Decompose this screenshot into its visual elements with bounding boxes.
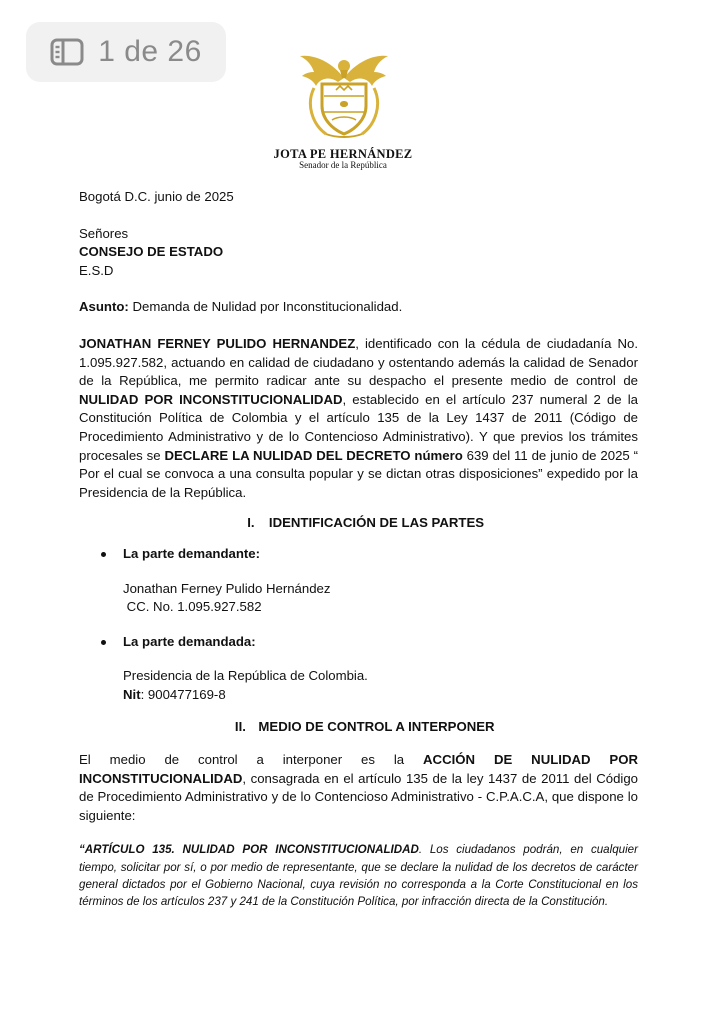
control-text-1: El medio de control a interponer es la [79, 752, 424, 768]
sidebar-panel-icon [50, 38, 84, 66]
quote-bold: “ARTÍCULO 135. NULIDAD POR INCONSTITUCIONALIDAD [79, 843, 419, 857]
senator-name: JOTA PE HERNÁNDEZ [273, 147, 413, 161]
subject-label: Asunto: [79, 299, 129, 315]
esd: E.S.D [79, 262, 114, 278]
quote-text: . Los ciudadanos podrán, en cualquier tiempo, solicitar por sí, o por medio de representante, que se declare la nulidad de los decretos de carácter general dictados por el Gobierno Nacional, cuya revisión no corresponda a la Corte Constitucional en los términos de los artículos 237 y 241 de la Constitución Política, por infracción directa de la Constitución. [79, 843, 638, 909]
intro-paragraph [79, 335, 638, 502]
intro-bold-1: NULIDAD POR INCONSTITUCIONALIDAD [79, 391, 343, 407]
nit-label: Nit [123, 686, 141, 702]
senator-role: Senador de la República [299, 160, 387, 170]
article-135-quote [79, 841, 638, 910]
intro-bold-2: DECLARE LA NULIDAD DEL DECRETO número [164, 447, 463, 463]
salutation: Señores [79, 225, 129, 241]
control-text-2: , consagrada en el artículo 135 de la ley 1437 de 2011 del Código de Procedimiento Administrativo y de lo Contencioso Administrativo - C.P.A.C.A, que dispone lo siguiente: [79, 770, 638, 823]
section-1-number: I. [247, 515, 255, 531]
page-count: 1 de 26 [98, 35, 202, 68]
intro-text-1: , identificado con la cédula de ciudadanía No. 1.095.927.582, actuando en calidad de ciudadano y ostentando además la calidad de Senador de la República, me permito radicar ante su despacho el presente medio de control de [79, 335, 639, 389]
defendant-label: La parte demandada: [79, 633, 638, 652]
plaintiff-name: Jonathan Ferney Pulido Hernández [123, 580, 331, 596]
section-2-title: MEDIO DE CONTROL A INTERPONER [258, 719, 495, 735]
subject-line [79, 298, 638, 317]
section-1-heading [79, 514, 638, 533]
coat-of-arms-icon [296, 48, 392, 140]
defendant-nit [79, 686, 638, 705]
subject-text: Demanda de Nulidad por Inconstitucionalidad. [128, 299, 403, 315]
document-body [79, 188, 638, 910]
plaintiff-id: CC. No. 1.095.927.582 [123, 599, 262, 615]
recipient: CONSEJO DE ESTADO [79, 244, 224, 260]
section-2-number: II. [234, 719, 246, 735]
control-paragraph [79, 751, 638, 825]
nit-value: : 900477169-8 [140, 686, 226, 702]
defendant-name: Presidencia de la República de Colombia. [123, 668, 368, 684]
page-indicator[interactable] [26, 22, 226, 82]
intro-author: JONATHAN FERNEY PULIDO HERNANDEZ [79, 335, 356, 351]
control-bold-1: ACCIÓN DE NULIDAD POR INCONSTITUCIONALIDAD [79, 752, 638, 786]
plaintiff-label: La parte demandante: [79, 545, 638, 564]
place-date: Bogotá D.C. junio de 2025 [79, 189, 234, 204]
intro-text-2: , establecido en el artículo 237 numeral 2 de la Constitución Política de Colombia y el artículo 135 de la Ley 1437 de 2011 (Código de Procedimiento Administrativo y de lo Contencioso Administrativo). Y que previos los trámites procesales se [79, 391, 638, 463]
section-2-heading [79, 718, 638, 737]
intro-text-3: 639 del 11 de junio de 2025 “ Por el cual se convoca a una consulta popular y se dictan otras disposiciones” expedido por la Presidencia de la República. [79, 447, 639, 500]
section-1-title: IDENTIFICACIÓN DE LAS PARTES [268, 515, 485, 531]
